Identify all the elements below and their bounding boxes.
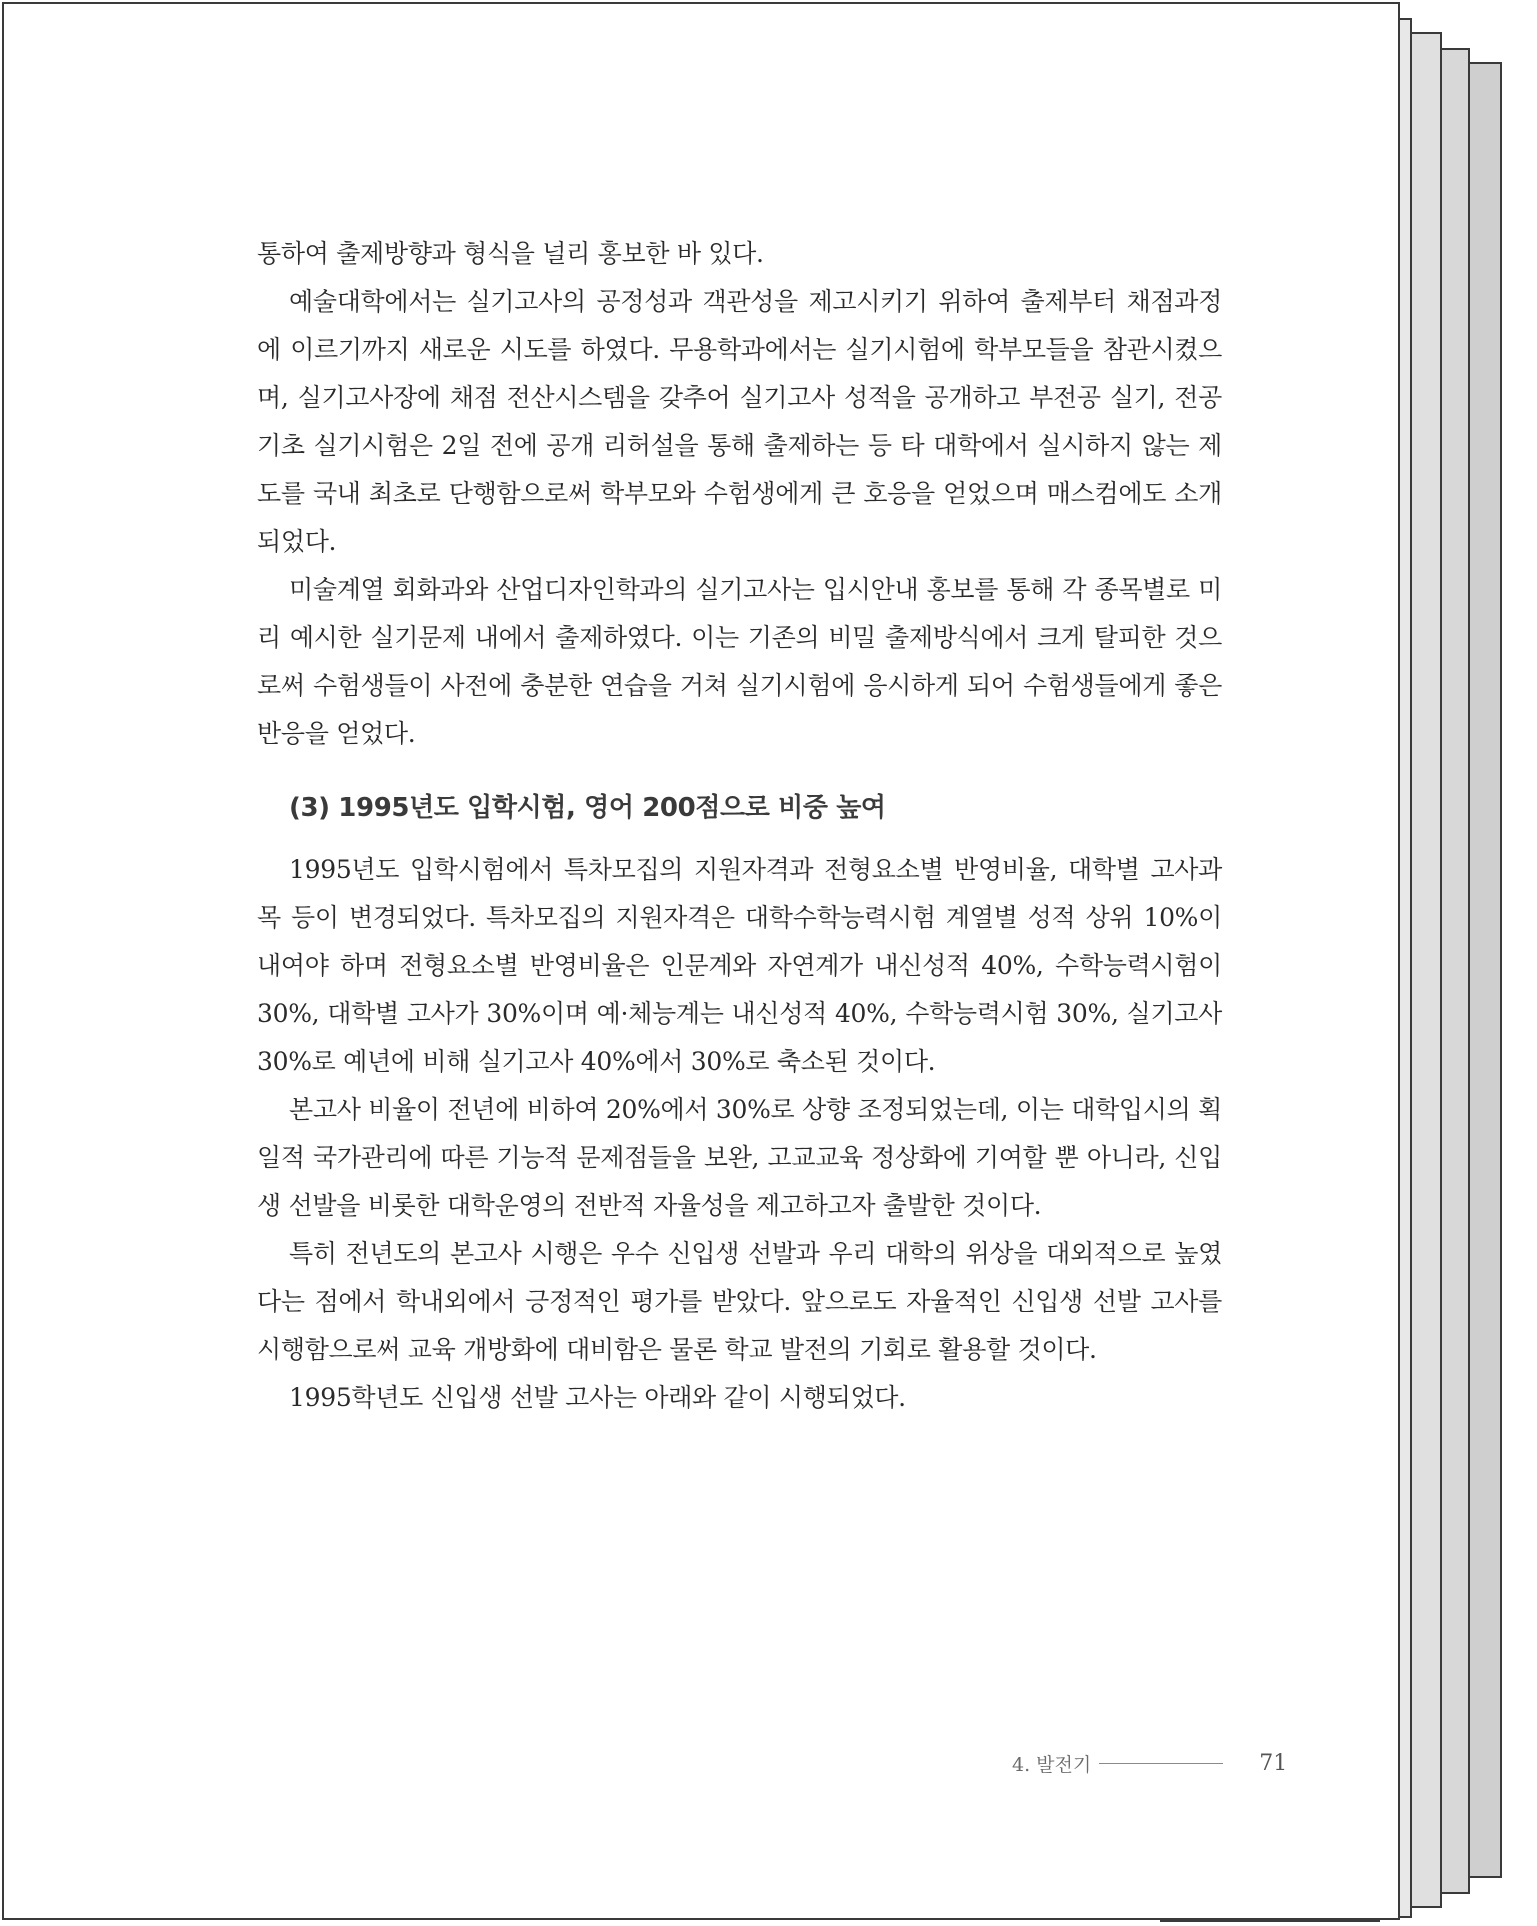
paragraph: 통하여 출제방향과 형식을 널리 홍보한 바 있다. <box>257 239 764 268</box>
paragraph: 1995학년도 신입생 선발 고사는 아래와 같이 시행되었다. <box>289 1383 906 1412</box>
book-page <box>2 2 1400 1920</box>
section-heading: (3) 1995년도 입학시험, 영어 200점으로 비중 높여 <box>289 793 886 823</box>
footer-rule <box>1099 1763 1223 1764</box>
paragraph: 본고사 비율이 전년에 비하여 20%에서 30%로 상향 조정되었는데, 이는 대학입시의 획일적 국가관리에 따른 기능적 문제점들을 보완, 고교교육 정상화에 기여할 뿐 아니라, 신입생 선발을 비롯한 대학운영의 전반적 자율성을 제고하고자 출발한 것이다. <box>257 1095 1222 1220</box>
page-body <box>257 230 1222 1422</box>
paragraph: 미술계열 회화과와 산업디자인학과의 실기고사는 입시안내 홍보를 통해 각 종목별로 미리 예시한 실기문제 내에서 출제하였다. 이는 기존의 비밀 출제방식에서 크게 탈피한 것으로써 수험생들이 사전에 충분한 연습을 거쳐 실기시험에 응시하게 되어 수험생들에게 좋은 반응을 얻었다. <box>257 575 1222 748</box>
page-footer <box>1012 1750 1287 1777</box>
chapter-label: 4. 발전기 <box>1012 1754 1092 1776</box>
paragraph: 예술대학에서는 실기고사의 공정성과 객관성을 제고시키기 위하여 출제부터 채점과정에 이르기까지 새로운 시도를 하였다. 무용학과에서는 실기시험에 학부모들을 참관시켰으며, 실기고사장에 채점 전산시스템을 갖추어 실기고사 성적을 공개하고 부전공 실기, 전공기초 실기시험은 2일 전에 공개 리허설을 통해 출제하는 등 타 대학에서 실시하지 않는 제도를 국내 최초로 단행함으로써 학부모와 수험생에게 큰 호응을 얻었으며 매스컴에도 소개되었다. <box>257 287 1222 556</box>
page-number: 71 <box>1259 1751 1288 1776</box>
paragraph: 특히 전년도의 본고사 시행은 우수 신입생 선발과 우리 대학의 위상을 대외적으로 높였다는 점에서 학내외에서 긍정적인 평가를 받았다. 앞으로도 자율적인 신입생 선발 고사를 시행함으로써 교육 개방화에 대비함은 물론 학교 발전의 기회로 활용할 것이다. <box>257 1239 1222 1364</box>
paragraph: 1995년도 입학시험에서 특차모집의 지원자격과 전형요소별 반영비율, 대학별 고사과목 등이 변경되었다. 특차모집의 지원자격은 대학수학능력시험 계열별 성적 상위 10%이내여야 하며 전형요소별 반영비율은 인문계와 자연계가 내신성적 40%, 수학능력시험이 30%, 대학별 고사가 30%이며 예·체능계는 내신성적 40%, 수학능력시험 30%, 실기고사 30%로 예년에 비해 실기고사 40%에서 30%로 축소된 것이다. <box>257 855 1222 1076</box>
